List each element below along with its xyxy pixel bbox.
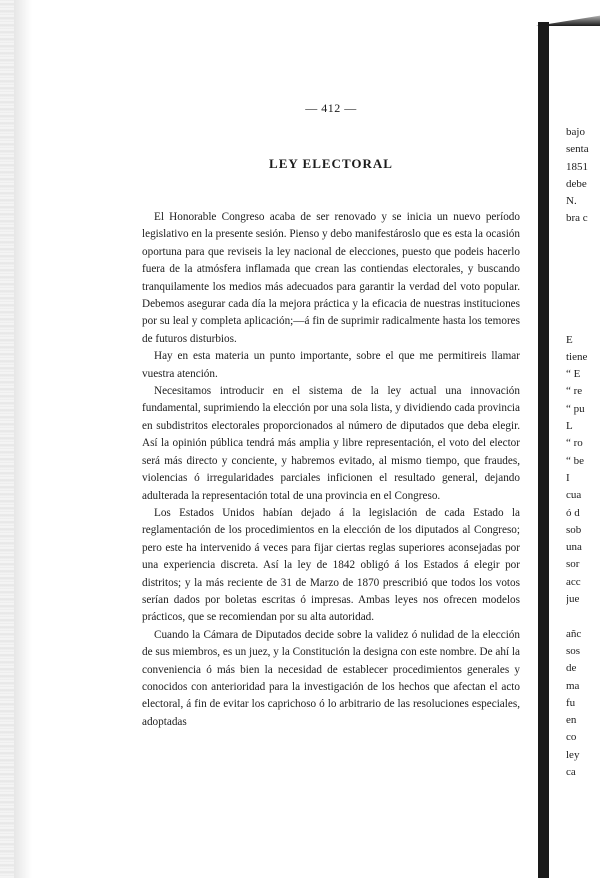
facing-line: ma [566, 679, 580, 692]
facing-line: bajo [566, 126, 585, 138]
facing-line: sos [566, 644, 581, 657]
facing-line: una [566, 541, 582, 554]
facing-line: “ be [566, 454, 585, 467]
facing-line: añc [566, 627, 582, 640]
paragraph-2: Hay en esta materia un punto importante, sobre el que me permitireis llamar vuestra atención. [142, 350, 520, 380]
facing-line [566, 297, 600, 314]
facing-line: jue [566, 593, 580, 606]
facing-line [566, 262, 600, 279]
paragraph-5: Cuando la Cámara de Diputados decide sobre la validez ó nulidad de la elección de sus miembros, es un juez, y la Constitución la designa con este nombre. De ahí la conveniencia ó más bien la necesidad de establecer procedimientos generales y conocidos con anterioridad para la investigación de los hechos que afectan el acto electoral, á fin de evitar los caprichoso ó lo arbitrario de las resoluciones especiales, adoptadas [142, 628, 520, 728]
facing-line: en [566, 714, 577, 727]
facing-line: de [566, 662, 577, 675]
facing-line: cua [566, 489, 582, 502]
facing-line: fu [566, 696, 576, 709]
facing-line: tiene [566, 350, 588, 363]
facing-line: N. [566, 195, 577, 208]
page-number: — 412 — [305, 101, 357, 115]
facing-line: bra c [566, 212, 588, 225]
facing-line: sor [566, 558, 580, 571]
facing-line [566, 608, 600, 625]
facing-line: ca [566, 765, 576, 778]
facing-line: “ ro [566, 437, 583, 450]
facing-line: ó d [566, 506, 580, 519]
facing-line: “ E [566, 368, 581, 381]
facing-page-fragment [566, 124, 600, 781]
facing-line [566, 245, 600, 262]
facing-line: “ pu [566, 402, 585, 415]
scan-left-edge [0, 0, 14, 878]
book-gutter-top [520, 0, 600, 26]
facing-line [566, 228, 600, 245]
facing-line [566, 314, 600, 331]
facing-line: debe [566, 177, 587, 190]
paragraph-1: El Honorable Congreso acaba de ser renovado y se inicia un nuevo período legislativo en la presente sesión. Pienso y debo manifestároslo que es esta la ocasión oportuna para que reviseis la ley nacional de elecciones, puesto que podeis hacerlo fuera de la atmósfera inflamada que crean las contiendas electorales, y buscando tranquilamente los medios más adecuados para garantir la verdad del voto popular. Debemos asegurar cada día la mejora práctica y la eficacia de nuestras instituciones por su leal y completa aplicación;—á fin de suprimir radicalmente hasta los temores de futuros disturbios. [142, 211, 520, 345]
section-title: LEY ELECTORAL [269, 156, 393, 171]
body-text [142, 209, 520, 731]
facing-line: co [566, 731, 577, 744]
facing-line: senta [566, 143, 589, 156]
book-gutter [538, 22, 549, 878]
facing-line: 1851 [566, 160, 588, 173]
facing-line [566, 280, 600, 297]
paragraph-4: Los Estados Unidos habían dejado á la legislación de cada Estado la reglamentación de los procedimientos en la elección de los diputados al Congreso; pero este ha intervenido á veces para fijar ciertas reglas superiores aconsejadas por una experiencia discreta. Así la ley de 1842 obligó á los Estados á elegir por distritos; y la más reciente de 31 de Marzo de 1870 prescribió que todos los votos serían dados por boletas escritas ó impresas. Ambas leyes nos ofrecen modelos prácticos, que se recomiendan por su alta autoridad. [142, 506, 520, 624]
paragraph-3: Necesitamos introducir en el sistema de la ley actual una innovación fundamental, suprimiendo la elección por una sola lista, y dividiendo cada provincia en subdistritos electorales proporcionados al número de diputados que deba elegir. Así la opinión pública tendrá más amplia y libre representación, el voto del elector será más directo y conciente, y habremos evitado, al mismo tiempo, que fraudes, violencias ó irregularidades parciales inficionen el resultado general, dejando adulterada la representación total de una provincia en el Congreso. [142, 385, 520, 502]
scan-left-shadow [14, 0, 32, 878]
facing-line: “ re [566, 385, 583, 398]
facing-line: acc [566, 575, 581, 588]
facing-line: I [566, 471, 570, 484]
facing-line: sob [566, 523, 582, 536]
facing-line: E [566, 333, 573, 346]
facing-line: L [566, 420, 573, 433]
facing-line: ley [566, 748, 580, 761]
